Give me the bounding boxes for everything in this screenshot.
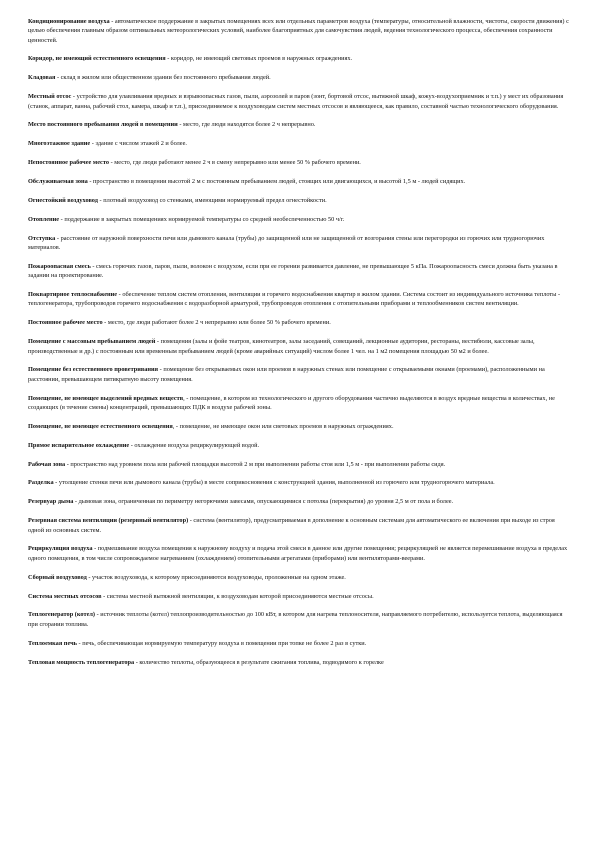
definition-term: Тепловая мощность теплогенератора [28,658,135,666]
definition-entry [28,120,571,129]
definition-text: - система местной вытяжной вентиляции, к воздуховодам которой присоединяются местные отсосы. [101,592,374,600]
definition-text: - утолщение стенки печи или дымового канала (трубы) в месте соприкосновения с конструкцией здания, выполненной из горючего или трудногорючего материала. [53,479,495,487]
definition-text: - помещения (залы и фойе театров, кинотеатров, залы заседаний, совещаний, лекционные аудитории, рестораны, вестибюли, кассовые залы, производственные и др.) с постоянным или временным пребыванием людей (кроме аварийных ситуаций) числом более 1 чел. на 1 м2 помещения площадью 50 м2 и более. [28,338,535,355]
definition-term: Сборный воздуховод [28,573,87,581]
definition-text: , - помещение, в котором из технологического и другого оборудования частично выделяются в воздух вредные вещества в количествах, не создающих (в течение смены) концентраций, превышающих ПДК в воздухе рабочей зоны. [28,394,555,411]
definition-text: - система (вентилятор), предусматриваемая в дополнение к основным системам для автоматического ее включения при выходе из строя одной из основных систем. [28,517,555,534]
definition-entry [28,337,571,356]
definition-text: - помещение без открываемых окон или проемов в наружных стенах или помещение с открываемыми окнами (проемами), расположенными на расстоянии, превышающем пятикратную высоту помещения. [28,366,545,383]
definition-text: - подмешивание воздуха помещения к наружному воздуху и подача этой смеси в данное или другие помещения; рециркуляцией не является перемешивание воздуха в пределах одного помещения, в том числе сопровождаемое нагреванием (охлаждением) отопительными агрегатами (приборами) или вентиляторами-веерами. [28,545,568,562]
definition-text: - плотный воздуховод со стенками, имеющими нормируемый предел огнестойкости. [97,197,327,205]
definition-term: Место постоянного пребывания людей в помещении [28,121,178,129]
definition-entry [28,196,571,205]
definition-text: - пространство в помещении высотой 2 м с постоянным пребыванием людей, стоящих или двигающихся, и высотой 1,5 м - людей сидящих. [87,178,466,186]
definition-entry [28,478,571,487]
definition-entry [28,262,571,281]
definition-entry [28,177,571,186]
definition-text: - участок воздуховода, к которому присоединяются воздуховоды, проложенные на одном этаже. [86,573,346,581]
definition-entry [28,422,571,431]
definition-term: Резервная система вентиляции (резервный вентилятор) [28,517,189,525]
definition-entry [28,139,571,148]
definition-entry [28,516,571,535]
definition-term: Поквартирное теплоснабжение [28,291,118,299]
definition-text: - обеспечение теплом систем отопления, вентиляции и горячего водоснабжения квартир в жилом здании. Система состоит из индивидуального источника теплоты - теплогенератора, трубопроводов горячего водоснабжения с водоразборной арматурой, трубопроводов отопления с отопительными приборами и теплообменников систем вентиляции. [28,291,561,308]
definition-term: Резервуар дыма [28,498,74,506]
definition-entry [28,17,571,45]
definition-entry [28,497,571,506]
definition-text: - коридор, не имеющий световых проемов в наружных ограждениях. [165,55,353,63]
definition-text: - дымовая зона, ограниченная по периметру негорючими завесами, опускающимися с потолка (перекрытия) до уровня 2,5 м от пола и более. [73,498,454,506]
definition-text: - расстояние от наружной поверхности печи или дымового канала (трубы) до защищенной или не защищенной от возгорания стены или перегородки из горючих или трудногорючих материалов. [28,234,545,252]
definition-text: - устройство для улавливания вредных и взрывоопасных газов, пыли, аэрозолей и паров (зонт, бортовой отсос, вытяжной шкаф, кожух-воздухоприемник и т.п.) у мест их образования (станок, аппарат, ванна, рабочий стол, камера, шкаф и т.п.), присоединяемое к воздуховодам систем местных отсосов и являющееся, как правило, составной частью технологического оборудования. [28,93,564,110]
definition-entry [28,573,571,582]
definition-entry [28,610,571,629]
definition-text: - место, где люди работают менее 2 ч в смену непрерывно или менее 50 % рабочего времени. [109,159,361,167]
definition-term: Рабочая зона [28,460,66,468]
definition-text: , - помещение, не имеющее окон или световых проемов в наружных ограждениях. [172,422,394,430]
definition-entry [28,234,571,253]
definition-text: - количество теплоты, образующееся в результате сжигания топлива, подводимого к горелке [134,658,384,666]
definition-term: Помещение с массовым пребыванием людей [28,338,156,346]
definition-term: Помещение, не имеющее естественного освещения [28,422,173,430]
definitions-list [28,17,571,667]
definition-entry [28,639,571,648]
definition-term: Отступка [28,234,56,242]
definition-term: Многоэтажное здание [28,140,91,148]
definition-term: Непостоянное рабочее место [28,159,110,167]
definition-entry [28,592,571,601]
definition-text: - смесь горючих газов, паров, пыли, волокон с воздухом, если при ее горении развивается давление, не превышающее 5 кПа. Пожароопасность смеси должна быть указана в задании на проектирование. [28,262,558,280]
definition-term: Система местных отсосов [28,592,102,600]
definition-entry [28,460,571,469]
definition-term: Кондиционирование воздуха [28,18,110,25]
definition-entry [28,215,571,224]
definition-term: Местный отсос [28,93,72,101]
definition-term: Пожароопасная смесь [28,262,91,270]
definition-text: - охлаждение воздуха рециркулирующей водой. [129,441,260,449]
definition-entry [28,290,571,309]
definition-term: Рециркуляция воздуха [28,545,93,553]
definition-text: - печь, обеспечивающая нормируемую температуру воздуха в помещении при топке не более 2 раз в сутки. [76,639,367,647]
definition-text: - склад в жилом или общественном здании без постоянного пребывания людей. [55,74,271,82]
definition-entry [28,365,571,384]
definition-text: - пространство над уровнем пола или рабочей площадки высотой 2 м при выполнении работы стоя или 1,5 м - при выполнении работы сидя. [65,460,446,468]
definition-term: Обслуживаемая зона [28,178,88,186]
definition-entry [28,54,571,63]
definition-term: Помещение, не имеющее выделений вредных веществ [28,394,184,402]
definition-text: - источник теплоты (котел) теплопроизводительностью до 100 кВт, в котором для нагрева теплоносителя, направляемого потребителю, используется теплота, выделяющаяся при сгорании топлива. [28,611,563,628]
definition-text: - место, где люди работают более 2 ч непрерывно или более 50 % рабочего времени. [102,319,331,327]
definition-term: Коридор, не имеющий естественного освещения [28,55,166,63]
definition-entry [28,441,571,450]
definition-term: Разделка [28,479,54,487]
definition-term: Прямое испарительное охлаждение [28,441,130,449]
definition-term: Постоянное рабочее место [28,319,103,327]
definition-text: - автоматическое поддержание в закрытых помещениях всех или отдельных параметров воздуха (температуры, относительной влажности, чистоты, скорости движения) с целью обеспечения главным образом оптимальных метеорологических условий, наиболее благоприятных для самочувствия людей, ведения технологического процесса, обеспечения сохранности ценностей. [28,18,569,44]
definition-entry [28,318,571,327]
definition-entry [28,92,571,111]
definition-term: Помещение без естественного проветривания [28,366,159,374]
definition-entry [28,658,571,667]
definition-term: Теплоемкая печь [28,639,77,647]
definition-entry [28,394,571,413]
definition-term: Кладовая [28,74,56,82]
definition-entry [28,544,571,563]
definition-text: - здание с числом этажей 2 и более. [90,140,187,148]
definition-entry [28,158,571,167]
definition-text: - место, где люди находятся более 2 ч непрерывно. [177,121,316,129]
definition-term: Отопление [28,215,60,223]
definition-term: Огнестойкий воздуховод [28,197,98,205]
definition-text: - поддержание в закрытых помещениях нормируемой температуры со средней необеспеченностью 50 ч/г. [59,215,345,223]
definition-term: Теплогенератор (котел) [28,611,96,619]
definition-entry [28,73,571,82]
